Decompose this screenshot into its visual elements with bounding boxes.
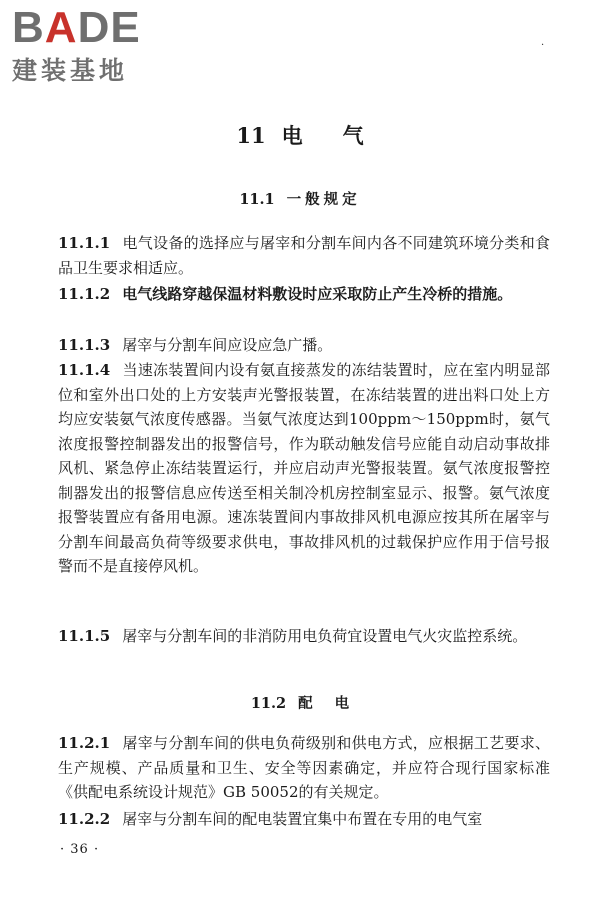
page-marker: ·	[541, 40, 545, 51]
clause-number: 11.1.2	[58, 285, 111, 303]
clause-text: 屠宰与分割车间的非消防用电负荷宜设置电气火灾监控系统。	[122, 627, 528, 645]
clause-11-2-2	[58, 807, 550, 832]
chapter-heading	[0, 122, 600, 150]
clause-11-1-5	[58, 624, 550, 649]
section-heading-11-2	[0, 692, 600, 716]
logo-wordmark: BADE	[12, 3, 141, 52]
clause-text: 电气设备的选择应与屠宰和分割车间内各不同建筑环境分类和食品卫生要求相适应。	[58, 234, 550, 277]
clause-number: 11.1.4	[58, 361, 111, 379]
clause-text: 屠宰与分割车间应设应急广播。	[122, 336, 333, 354]
clause-number: 11.1.3	[58, 336, 111, 354]
section-title: 配电	[298, 695, 372, 712]
clause-11-2-1	[58, 731, 550, 805]
section-number: 11.1	[239, 191, 275, 208]
clause-number: 11.1.5	[58, 627, 111, 645]
logo	[12, 4, 141, 86]
clause-number: 11.2.2	[58, 810, 111, 828]
clause-11-1-2	[58, 282, 550, 307]
chapter-title: 电气	[281, 123, 404, 148]
clause-number: 11.1.1	[58, 234, 111, 252]
section-heading-11-1	[0, 188, 600, 212]
chapter-number: 11	[236, 123, 266, 148]
clause-number: 11.2.1	[58, 734, 111, 752]
clause-text: 当速冻装置间内设有氨直接蒸发的冻结装置时，应在室内明显部位和室外出口处的上方安装声光警报装置，在冻结装置的进出料口处上方均应安装氨气浓度传感器。当氨气浓度达到100ppm～150ppm时，氨气浓度报警控制器发出的报警信号，作为联动触发信号应能自动启动事故排风机、紧急停止冻结装置运行，并应启动声光警报装置。氨气浓度报警控制器发出的报警信息应传送至相关制冷机房控制室显示、报警。氨气浓度报警装置应有备用电源。速冻装置间内事故排风机电源应按其所在屠宰与分割车间最高负荷等级要求供电，事故排风机的过载保护应作用于信号报警而不是直接停风机。	[58, 361, 550, 575]
section-number: 11.2	[250, 695, 287, 712]
clause-text: 屠宰与分割车间的配电装置宜集中布置在专用的电气室	[122, 810, 483, 828]
section-title: 一般规定	[286, 191, 361, 208]
clause-11-1-3	[58, 333, 550, 358]
clause-11-1-4	[58, 358, 550, 579]
clause-text: 电气线路穿越保温材料敷设时应采取防止产生冷桥的措施。	[122, 285, 513, 303]
logo-subtitle: 建装基地	[12, 56, 129, 85]
page-number: · 36 ·	[60, 842, 100, 857]
clause-11-1-1	[58, 231, 550, 280]
clause-text: 屠宰与分割车间的供电负荷级别和供电方式，应根据工艺要求、生产规模、产品质量和卫生、安全等因素确定，并应符合现行国家标准《供配电系统设计规范》GB 50052的有关规定。	[58, 734, 550, 801]
